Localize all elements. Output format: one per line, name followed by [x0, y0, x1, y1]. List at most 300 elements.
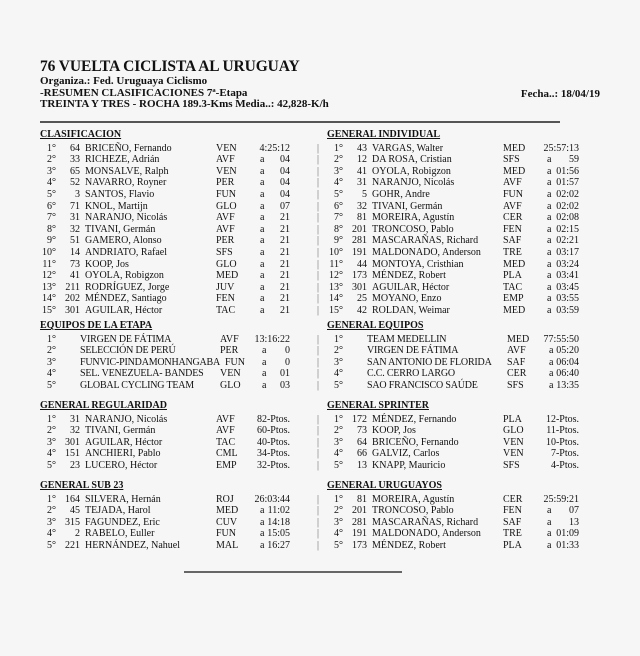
rider-name: ROLDAN, Weimar — [372, 304, 450, 316]
time-value: 01 — [280, 368, 290, 380]
table-row — [317, 459, 579, 472]
time-value: 13:35 — [556, 379, 579, 391]
team-name: SELECCIÓN DE PERÚ — [80, 345, 176, 357]
rank: 10° — [329, 246, 343, 258]
table-row — [317, 436, 579, 449]
rider-name: ANCHIERI, Pablo — [85, 448, 161, 460]
rank: 4° — [334, 528, 343, 540]
rank: 5° — [47, 459, 56, 471]
time-value: 02:02 — [556, 200, 579, 212]
bib-number: 33 — [70, 154, 80, 166]
bib-number: 202 — [65, 293, 80, 305]
table-row — [40, 282, 290, 294]
table-row — [317, 413, 579, 426]
column-separator: | — [317, 333, 320, 345]
time-value: 03:45 — [556, 281, 579, 293]
time-value: 77:55:50 — [543, 333, 579, 345]
rank: 1° — [47, 333, 56, 345]
column-separator: | — [317, 505, 320, 517]
rider-name: GOHR, Andre — [372, 188, 430, 200]
rank: 9° — [47, 235, 56, 247]
column-separator: | — [317, 188, 320, 200]
time-value: 0 — [285, 356, 290, 368]
table-row — [40, 437, 290, 449]
rider-name: RICHEZE, Adrián — [85, 154, 160, 166]
rider-name: MÉNDEZ, Robert — [372, 539, 446, 551]
team-code: PLA — [503, 539, 522, 551]
bib-number: 191 — [352, 528, 367, 540]
column-separator: | — [317, 304, 320, 316]
rider-name: NAVARRO, Royner — [85, 177, 167, 189]
table-row — [40, 540, 290, 552]
gap-prefix: a — [547, 293, 552, 305]
team-name: VIRGEN DE FÁTIMA — [367, 345, 459, 357]
rank: 3° — [47, 356, 56, 368]
section-general-regularidad — [40, 400, 290, 472]
table-row — [40, 494, 290, 506]
rider-name: GAMERO, Alonso — [85, 235, 162, 247]
table-row — [317, 154, 579, 166]
route-line: TREINTA Y TRES - ROCHA 189.3-Kms Media..: 42,828-K/h — [40, 98, 329, 110]
team-code: MED — [503, 165, 526, 177]
bib-number: 31 — [70, 212, 80, 224]
bib-number: 31 — [70, 413, 80, 425]
rider-name: GALVIZ, Carlos — [372, 448, 440, 460]
rank: 4° — [334, 448, 343, 460]
table-row — [40, 357, 290, 369]
column-separator: | — [317, 165, 320, 177]
team-code: ROJ — [216, 493, 234, 505]
rider-name: TIVANI, Germán — [85, 425, 156, 437]
bib-number: 191 — [352, 246, 367, 258]
gap-prefix: a — [547, 188, 552, 200]
table-row — [317, 368, 579, 380]
table-row — [40, 528, 290, 540]
gap-prefix: a — [547, 528, 552, 540]
points-value: 40-Ptos. — [256, 436, 290, 448]
rider-name: BRICEÑO, Fernando — [85, 142, 172, 154]
table-row — [317, 270, 579, 282]
time-value: 01:56 — [556, 165, 579, 177]
team-code: VEN — [503, 436, 524, 448]
table-row — [40, 368, 290, 380]
table-row — [40, 201, 290, 213]
rank: 3° — [334, 356, 343, 368]
rank: 3° — [334, 165, 343, 177]
rank: 3° — [47, 436, 56, 448]
gap-prefix: a — [262, 345, 267, 357]
table-row — [317, 493, 579, 506]
rank: 15° — [329, 304, 343, 316]
bib-number: 73 — [70, 258, 80, 270]
rider-name: BRICEÑO, Fernando — [372, 436, 459, 448]
column-separator: | — [317, 246, 320, 258]
bib-number: 81 — [357, 493, 367, 505]
rank: 8° — [47, 223, 56, 235]
time-value: 02:15 — [556, 223, 579, 235]
bib-number: 43 — [357, 142, 367, 154]
rider-name: MOREIRA, Agustín — [372, 212, 455, 224]
time-value: 14:18 — [267, 516, 290, 528]
rider-name: AGUILAR, Héctor — [85, 436, 163, 448]
time-value: 21 — [280, 281, 290, 293]
rider-name: SILVERA, Hernán — [85, 493, 161, 505]
rank: 6° — [47, 200, 56, 212]
team-code: CML — [216, 448, 238, 460]
rider-name: FAGUNDEZ, Eric — [85, 516, 160, 528]
gap-prefix: a — [547, 235, 552, 247]
bib-number: 173 — [352, 270, 367, 282]
team-code: AVF — [216, 223, 235, 235]
bib-number: 25 — [357, 293, 367, 305]
bib-number: 301 — [65, 304, 80, 316]
rank: 4° — [47, 177, 56, 189]
team-code: CER — [507, 368, 527, 380]
rider-name: MONSALVE, Ralph — [85, 165, 169, 177]
gap-prefix: a — [262, 356, 267, 368]
rider-name: TIVANI, Germán — [372, 200, 443, 212]
rank: 2° — [334, 425, 343, 437]
team-code: CER — [503, 212, 523, 224]
rank: 5° — [47, 539, 56, 551]
rank: 2° — [47, 425, 56, 437]
table-row — [40, 425, 290, 437]
rank: 2° — [334, 505, 343, 517]
rank: 12° — [329, 270, 343, 282]
rider-name: ANDRIATO, Rafael — [85, 246, 168, 258]
bib-number: 51 — [70, 235, 80, 247]
team-code: GLO — [216, 258, 237, 270]
bib-number: 81 — [357, 212, 367, 224]
team-name: C.C. CERRO LARGO — [367, 368, 455, 380]
rank: 4° — [334, 177, 343, 189]
rank: 15° — [42, 304, 56, 316]
table-row — [317, 333, 579, 346]
rider-name: MASCARAÑAS, Richard — [372, 235, 479, 247]
footer-divider — [184, 571, 402, 573]
rider-name: RODRÍGUEZ, Jorge — [85, 281, 170, 293]
team-name: SAO FRANCISCO SAÚDE — [367, 379, 478, 391]
table-row — [40, 505, 290, 517]
gap-prefix: a — [260, 188, 265, 200]
team-code: AVF — [216, 425, 235, 437]
rider-name: OYOLA, Robigzon — [85, 270, 164, 282]
rank: 1° — [334, 493, 343, 505]
time-value: 02:02 — [556, 188, 579, 200]
date-label: Fecha..: 18/04/19 — [520, 87, 600, 100]
rank: 2° — [334, 345, 343, 357]
rider-name: TRONCOSO, Pablo — [372, 223, 454, 235]
column-separator: | — [317, 493, 320, 505]
rider-name: MASCARAÑAS, Richard — [372, 516, 479, 528]
time-value: 21 — [280, 270, 290, 282]
time-value: 06:04 — [556, 356, 579, 368]
table-row — [317, 188, 579, 201]
points-value: 60-Ptos. — [256, 425, 290, 437]
section-title: GENERAL SPRINTER — [327, 400, 429, 411]
team-code: TAC — [216, 436, 236, 448]
rider-name: DA ROSA, Cristian — [372, 154, 452, 166]
bib-number: 3 — [75, 188, 80, 200]
gap-prefix: a — [260, 212, 265, 224]
table-row — [40, 448, 290, 460]
rank: 5° — [334, 379, 343, 391]
team-code: SFS — [216, 246, 233, 258]
column-separator: | — [317, 154, 320, 166]
time-value: 21 — [280, 304, 290, 316]
time-value: 01:33 — [556, 539, 579, 551]
column-separator: | — [317, 436, 320, 448]
stage-summary-line: -RESUMEN CLASIFICACIONES 7ª-Etapa — [40, 86, 248, 99]
team-code: SAF — [503, 516, 522, 528]
rank: 5° — [334, 188, 343, 200]
team-name: SAN ANTONIO DE FLORIDA — [367, 356, 492, 368]
rank: 14° — [329, 293, 343, 305]
gap-prefix: a — [547, 539, 552, 551]
rider-name: MÉNDEZ, Santiago — [85, 293, 167, 305]
table-row — [317, 425, 579, 437]
rank: 13° — [42, 281, 56, 293]
time-value: 02:21 — [556, 235, 579, 247]
column-separator: | — [317, 200, 320, 212]
time-value: 21 — [280, 212, 290, 224]
bib-number: 281 — [352, 235, 367, 247]
gap-prefix: a — [260, 223, 265, 235]
rider-name: HERNÁNDEZ, Nahuel — [85, 539, 180, 551]
gap-prefix: a — [260, 516, 265, 528]
rank: 1° — [334, 142, 343, 154]
bib-number: 201 — [352, 223, 367, 235]
rank: 1° — [47, 142, 56, 154]
race-title: 76 VUELTA CICLISTA AL URUGUAY — [40, 58, 300, 75]
gap-prefix: a — [547, 223, 552, 235]
table-row — [40, 517, 290, 529]
team-name: VIRGEN DE FÁTIMA — [80, 333, 172, 345]
rank: 7° — [334, 212, 343, 224]
table-row — [40, 380, 290, 392]
rank: 6° — [334, 200, 343, 212]
table-row — [40, 143, 290, 155]
gap-prefix: a — [549, 356, 554, 368]
time-value: 21 — [280, 293, 290, 305]
table-row — [317, 200, 579, 213]
column-separator: | — [317, 235, 320, 247]
bib-number: 151 — [65, 448, 80, 460]
section-title: GENERAL EQUIPOS — [327, 320, 424, 331]
time-value: 01:09 — [556, 528, 579, 540]
rank: 4° — [47, 368, 56, 380]
points-value: 7-Ptos. — [550, 448, 579, 460]
rank: 3° — [334, 436, 343, 448]
rank: 2° — [47, 505, 56, 517]
team-code: MED — [503, 304, 526, 316]
team-code: AVF — [220, 333, 239, 345]
rider-name: KNAPP, Mauricio — [372, 459, 446, 471]
team-name: TEAM MEDELLIN — [367, 333, 447, 345]
column-separator: | — [317, 270, 320, 282]
gap-prefix: a — [260, 246, 265, 258]
table-row — [317, 539, 579, 552]
rider-name: OYOLA, Robigzon — [372, 165, 451, 177]
gap-prefix: a — [547, 246, 552, 258]
gap-prefix: a — [547, 270, 552, 282]
column-separator: | — [317, 258, 320, 270]
gap-prefix: a — [547, 165, 552, 177]
table-row — [317, 345, 579, 357]
rider-name: RABELO, Euller — [85, 528, 155, 540]
table-row — [40, 305, 290, 317]
table-row — [40, 166, 290, 178]
time-value: 0 — [285, 345, 290, 357]
team-code: CER — [503, 493, 523, 505]
team-code: MED — [507, 333, 530, 345]
header-divider — [40, 121, 560, 123]
team-code: TRE — [503, 246, 522, 258]
rank: 5° — [334, 459, 343, 471]
column-separator: | — [317, 177, 320, 189]
time-value: 01:57 — [556, 177, 579, 189]
team-code: MED — [503, 258, 526, 270]
team-code: SAF — [507, 356, 526, 368]
rank: 5° — [47, 379, 56, 391]
rank: 3° — [47, 165, 56, 177]
bib-number: 32 — [70, 425, 80, 437]
rider-name: LUCERO, Héctor — [85, 459, 158, 471]
document-header — [40, 58, 600, 111]
column-separator: | — [317, 539, 320, 551]
gap-prefix: a — [260, 528, 265, 540]
section-title: GENERAL REGULARIDAD — [40, 400, 167, 411]
table-row — [40, 270, 290, 282]
rank: 1° — [334, 333, 343, 345]
rank: 1° — [47, 413, 56, 425]
time-value: 21 — [280, 223, 290, 235]
time-value: 03:59 — [556, 304, 579, 316]
rider-name: MONTOYA, Cristhian — [372, 258, 464, 270]
column-separator: | — [317, 368, 320, 380]
table-row — [317, 177, 579, 189]
section-title: GENERAL URUGUAYOS — [327, 480, 442, 491]
team-code: SAF — [503, 235, 522, 247]
rider-name: MALDONADO, Anderson — [372, 246, 481, 258]
section-title: CLASIFICACION — [40, 129, 122, 140]
table-row — [317, 212, 579, 224]
table-row — [317, 142, 579, 155]
bib-number: 173 — [352, 539, 367, 551]
table-row — [40, 259, 290, 271]
time-value: 13 — [569, 516, 579, 528]
column-separator: | — [317, 293, 320, 305]
time-value: 13:16:22 — [254, 333, 290, 345]
bib-number: 14 — [70, 246, 80, 258]
rider-name: AGUILAR, Héctor — [85, 304, 163, 316]
gap-prefix: a — [260, 293, 265, 305]
bib-number: 41 — [70, 270, 80, 282]
time-value: 07 — [569, 505, 579, 517]
team-code: AVF — [216, 154, 235, 166]
team-code: FUN — [216, 528, 237, 540]
gap-prefix: a — [549, 345, 554, 357]
column-separator: | — [317, 379, 320, 391]
column-separator: | — [317, 345, 320, 357]
time-value: 04 — [280, 177, 290, 189]
rider-name: NARANJO, Nicolás — [85, 212, 168, 224]
section-title: EQUIPOS DE LA ETAPA — [40, 320, 153, 331]
column-separator: | — [317, 528, 320, 540]
rider-name: MÉNDEZ, Robert — [372, 270, 446, 282]
gap-prefix: a — [260, 165, 265, 177]
rider-name: MALDONADO, Anderson — [372, 528, 481, 540]
points-value: 32-Ptos. — [256, 459, 290, 471]
column-separator: | — [317, 142, 320, 154]
column-separator: | — [317, 516, 320, 528]
section-general-equipos — [317, 320, 579, 392]
table-row — [317, 293, 579, 305]
table-row — [317, 528, 579, 540]
team-code: VEN — [216, 165, 237, 177]
team-code: GLO — [503, 425, 524, 437]
gap-prefix: a — [547, 281, 552, 293]
table-row — [40, 235, 290, 247]
time-value: 21 — [280, 235, 290, 247]
table-row — [40, 460, 290, 472]
team-code: MAL — [216, 539, 239, 551]
rider-name: SANTOS, Flavio — [85, 188, 155, 200]
team-code: EMP — [216, 459, 237, 471]
rank: 7° — [47, 212, 56, 224]
section-general-individual — [317, 129, 579, 317]
table-row — [317, 304, 579, 317]
time-value: 03:17 — [556, 246, 579, 258]
rider-name: KOOP, Jos — [85, 258, 129, 270]
points-value: 11-Ptos. — [546, 425, 579, 437]
table-row — [40, 177, 290, 189]
bib-number: 32 — [70, 223, 80, 235]
time-value: 03:24 — [556, 258, 579, 270]
column-separator: | — [317, 413, 320, 425]
table-row — [40, 154, 290, 166]
resumen-row — [40, 88, 600, 100]
team-name: FUNVIC-PINDAMONHANGABA — [80, 356, 221, 368]
rider-name: KNOL, Martijn — [85, 200, 148, 212]
time-value: 11:02 — [267, 505, 290, 517]
team-code: SFS — [507, 379, 524, 391]
table-row — [40, 189, 290, 201]
gap-prefix: a — [547, 212, 552, 224]
table-row — [40, 247, 290, 259]
time-value: 03:55 — [556, 293, 579, 305]
team-code: MED — [503, 142, 526, 154]
team-code: VEN — [503, 448, 524, 460]
section-clasificacion — [40, 129, 290, 317]
bib-number: 211 — [65, 281, 80, 293]
gap-prefix: a — [547, 177, 552, 189]
bib-number: 42 — [357, 304, 367, 316]
team-code: PER — [220, 345, 239, 357]
gap-prefix: a — [260, 281, 265, 293]
team-code: PER — [216, 177, 235, 189]
team-code: JUV — [216, 281, 235, 293]
section-equipos-etapa — [40, 320, 290, 392]
team-code: SFS — [503, 154, 520, 166]
rank: 1° — [47, 493, 56, 505]
gap-prefix: a — [547, 154, 552, 166]
table-row — [40, 334, 290, 346]
team-code: AVF — [507, 345, 526, 357]
rider-name: NARANJO, Nicolás — [372, 177, 455, 189]
team-code: CUV — [216, 516, 238, 528]
points-value: 10-Ptos. — [545, 436, 579, 448]
